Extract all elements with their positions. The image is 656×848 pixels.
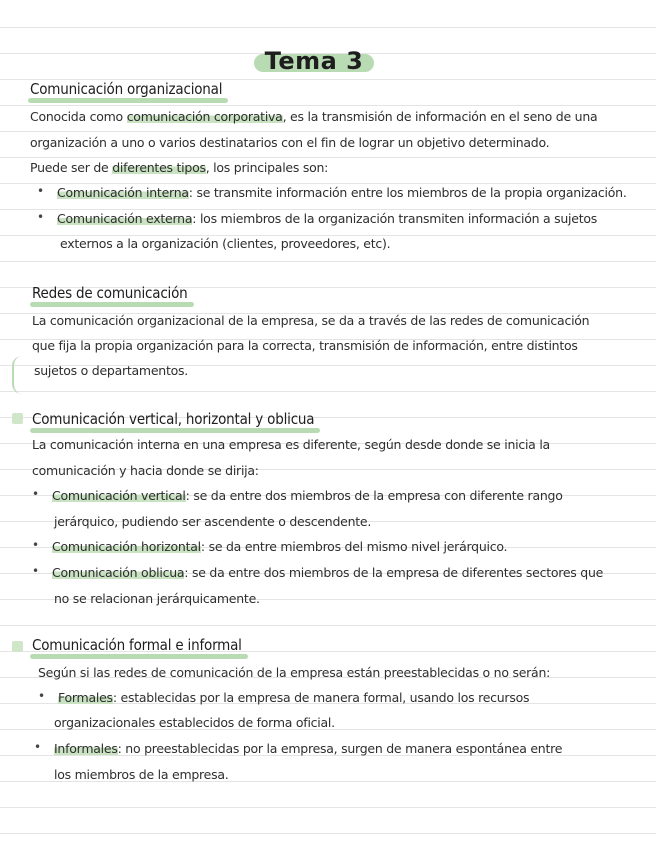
list-item-continuation: externos a la organización (clientes, proveedores, etc). [60, 236, 391, 251]
bullet-icon: • [32, 564, 40, 578]
heading-comunicacion-formal-informal: Comunicación formal e informal [32, 634, 242, 656]
highlighted-term: Comunicación vertical [52, 488, 186, 503]
bullet-icon: • [32, 538, 40, 552]
list-item: Comunicación oblicua: se da entre dos miembros de la empresa de diferentes sectores que [52, 565, 604, 580]
text-line: comunicación y hacia donde se dirija: [32, 463, 259, 478]
list-item: Informales: no preestablecidas por la empresa, surgen de manera espontánea entre [54, 741, 563, 756]
list-item-continuation: jerárquico, pudiendo ser ascendente o descendente. [54, 514, 372, 529]
page-title-text: Tema 3 [264, 47, 364, 75]
text-line: que fija la propia organización para la correcta, transmisión de información, entre distintos [32, 338, 578, 353]
highlighted-term: Comunicación horizontal [52, 539, 201, 554]
list-item: Formales: establecidas por la empresa de manera formal, usando los recursos [58, 690, 530, 705]
bullet-icon: • [32, 487, 40, 501]
bullet-icon: • [34, 740, 42, 754]
list-item: Comunicación interna: se transmite información entre los miembros de la propia organización. [57, 185, 627, 200]
heading-comunicacion-vertical: Comunicación vertical, horizontal y oblicua [32, 408, 314, 430]
highlighted-term: Formales [58, 690, 113, 705]
highlighted-term: Comunicación oblicua [52, 565, 185, 580]
text-line: Conocida como comunicación corporativa, es la transmisión de información en el seno de una [30, 109, 598, 124]
highlighted-term: comunicación corporativa [126, 109, 283, 124]
section-marker-icon [12, 413, 23, 424]
text-line: Puede ser de diferentes tipos, los principales son: [30, 160, 329, 175]
page-title [252, 46, 376, 76]
highlighted-term: Informales [54, 741, 118, 756]
highlighted-term: diferentes tipos [112, 160, 206, 175]
highlighted-term: Comunicación externa [57, 211, 193, 226]
text-line: Según si las redes de comunicación de la empresa están preestablecidas o no serán: [38, 665, 551, 680]
text-line: organización a uno o varios destinatarios con el fin de lograr un objetivo determinado. [30, 135, 550, 150]
text-line: sujetos o departamentos. [34, 363, 188, 378]
list-item: Comunicación horizontal: se da entre miembros del mismo nivel jerárquico. [52, 539, 508, 554]
bullet-icon: • [37, 210, 45, 224]
list-item-continuation: no se relacionan jerárquicamente. [54, 591, 260, 606]
heading-redes-de-comunicacion: Redes de comunicación [32, 282, 188, 304]
bullet-icon: • [37, 184, 45, 198]
bullet-icon: • [38, 689, 46, 703]
text-line: La comunicación interna en una empresa es diferente, según desde donde se inicia la [32, 437, 550, 452]
list-item-continuation: los miembros de la empresa. [54, 767, 229, 782]
section-marker-icon [12, 641, 23, 652]
list-item: Comunicación vertical: se da entre dos miembros de la empresa con diferente rango [52, 488, 563, 503]
heading-comunicacion-organizacional: Comunicación organizacional [30, 78, 222, 100]
list-item-continuation: organizacionales establecidos de forma oficial. [54, 715, 335, 730]
list-item: Comunicación externa: los miembros de la organización transmiten información a sujetos [57, 211, 598, 226]
text-line: La comunicación organizacional de la empresa, se da a través de las redes de comunicación [32, 313, 590, 328]
bracket-mark [12, 356, 24, 394]
highlighted-term: Comunicación interna [57, 185, 189, 200]
